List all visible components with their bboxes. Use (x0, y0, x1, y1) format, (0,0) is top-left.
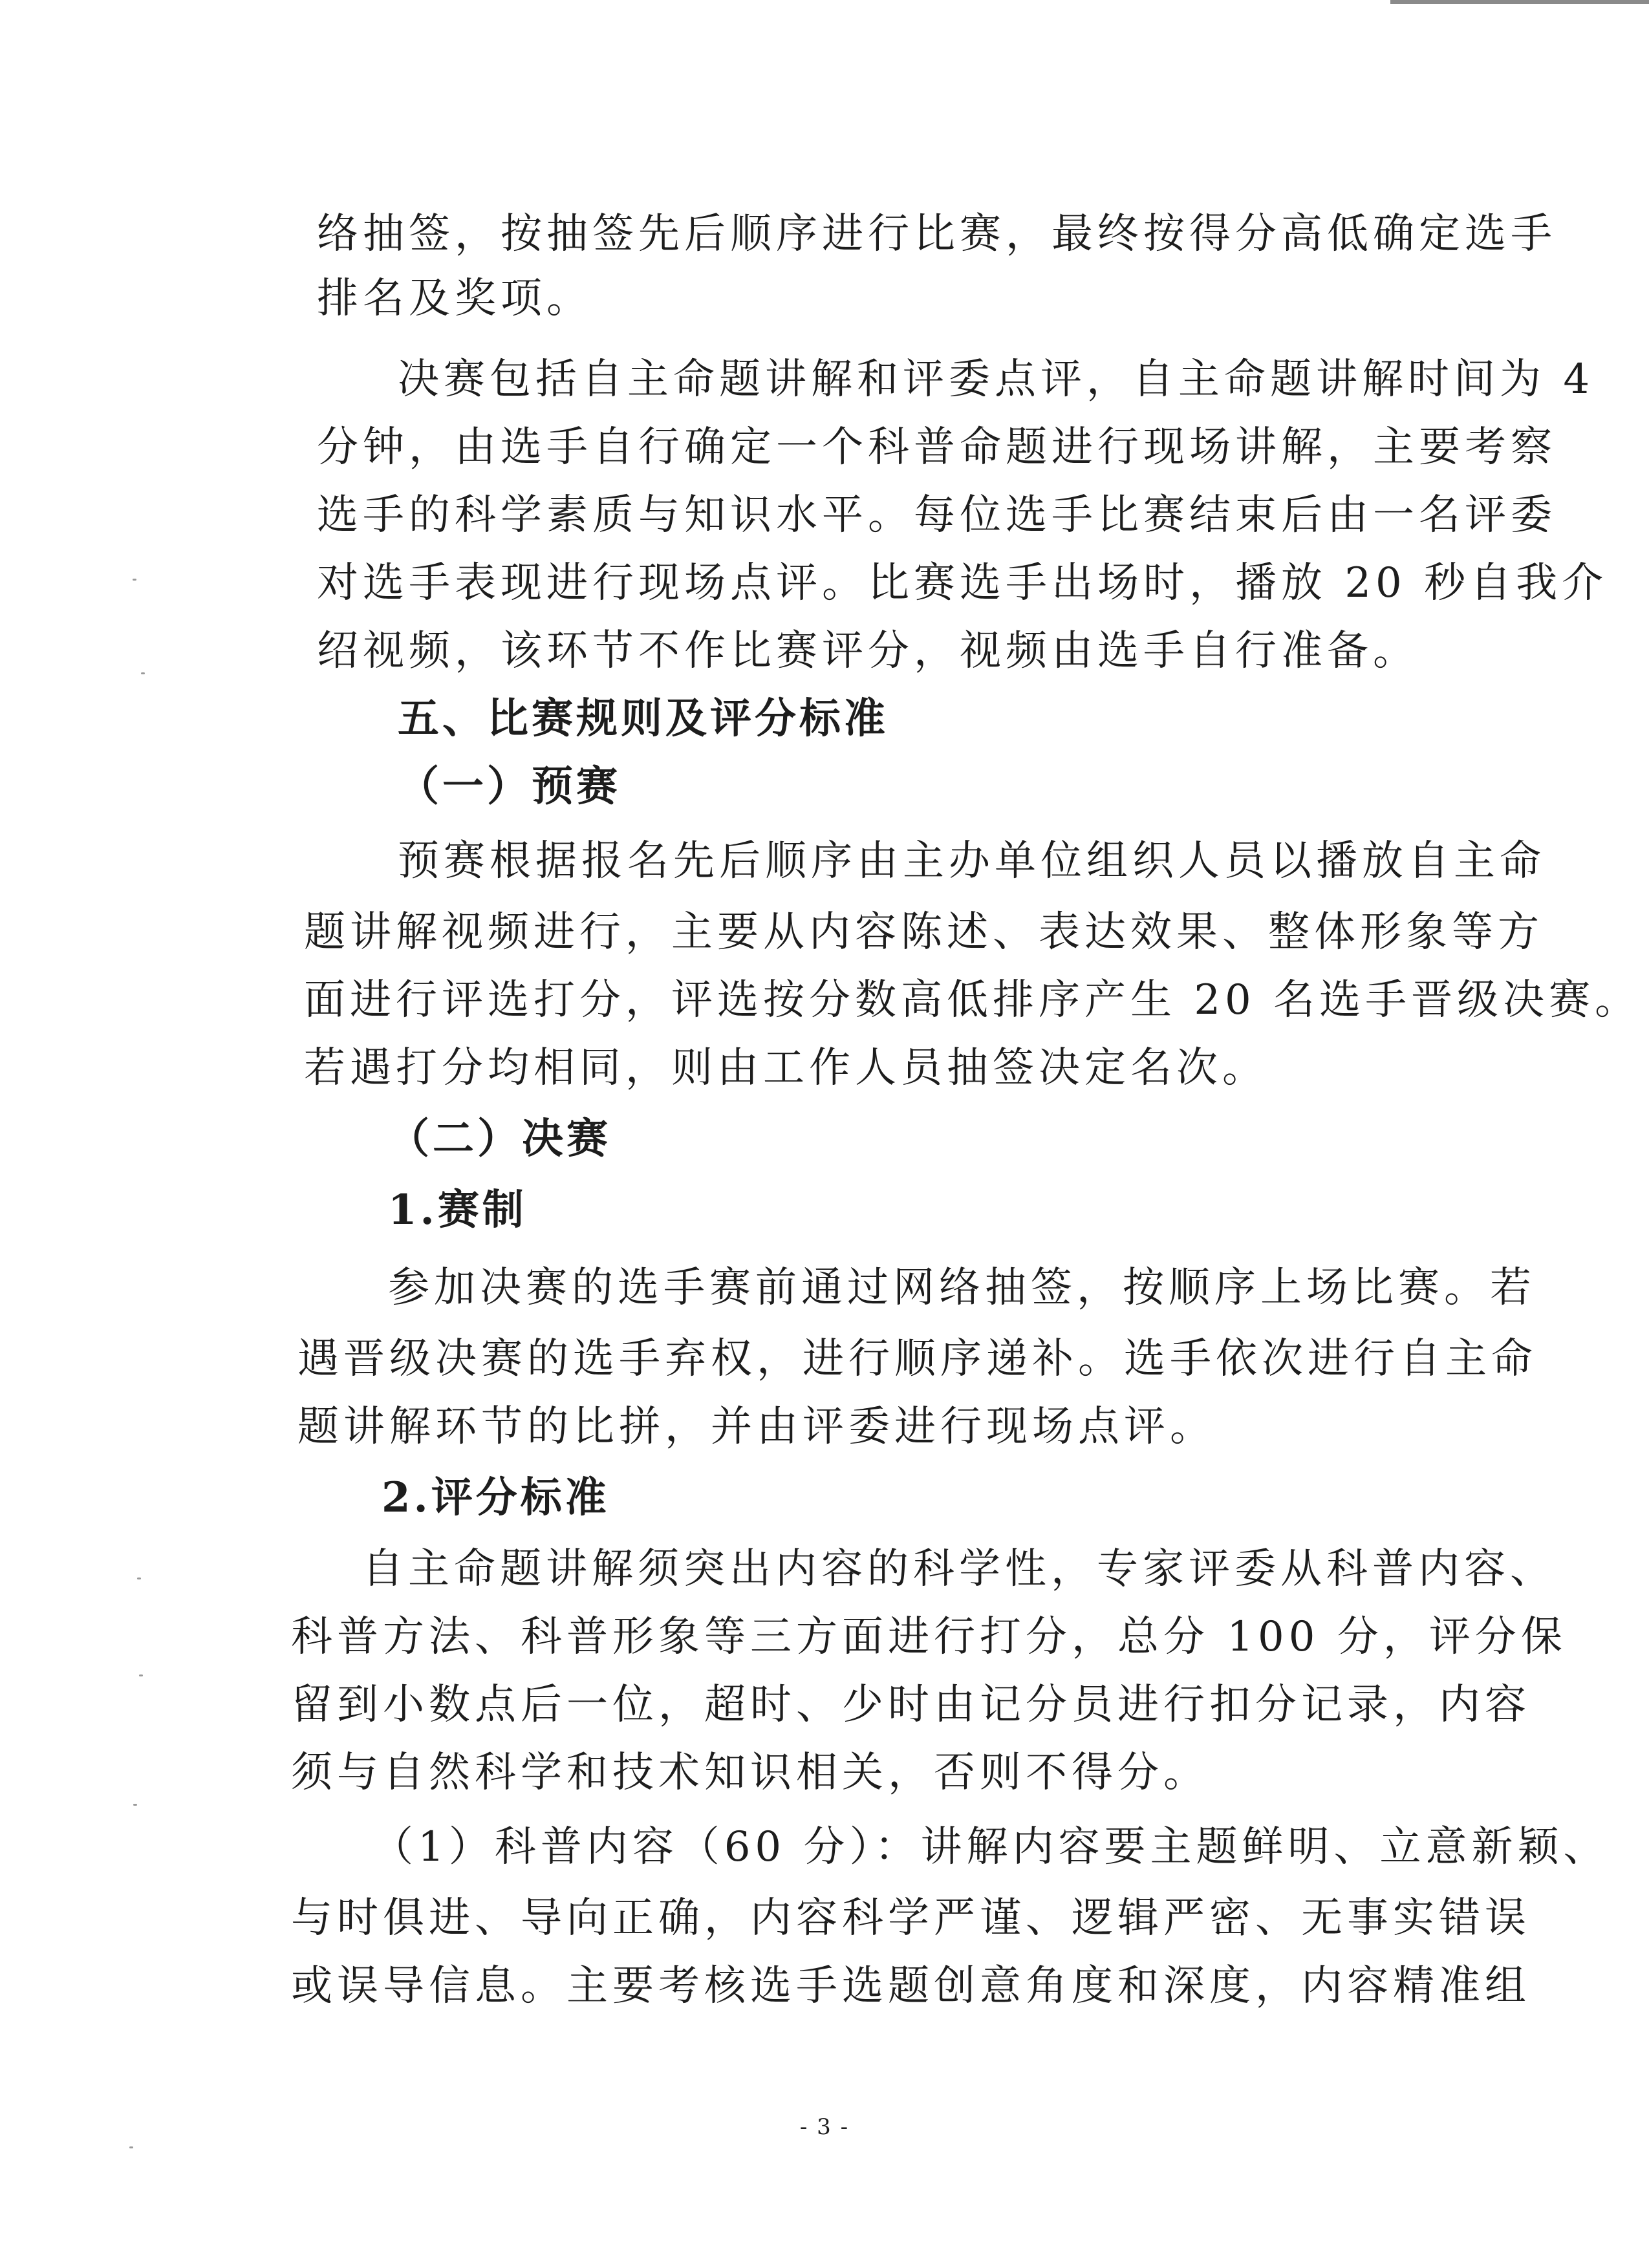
body-line-11: 题讲解视频进行，主要从内容陈述、表达效果、整体形象等方 (304, 908, 1544, 956)
subsection-heading-preliminary: （一）预赛 (398, 762, 621, 811)
body-line-21: 科普方法、科普形象等三方面进行打分，总分 100 分，评分保 (291, 1613, 1567, 1661)
body-line-6: 对选手表现进行现场点评。比赛选手出场时，播放 20 秒自我介 (317, 559, 1608, 607)
body-line-5: 选手的科学素质与知识水平。每位选手比赛结束后由一名评委 (317, 491, 1557, 539)
item-heading-format: 1.赛制 (388, 1186, 527, 1234)
scan-speck (133, 579, 136, 581)
body-line-1: 络抽签，按抽签先后顺序进行比赛，最终按得分高低确定选手 (317, 210, 1557, 258)
body-line-3: 决赛包括自主命题讲解和评委点评，自主命题讲解时间为 4 (398, 356, 1595, 403)
body-line-17: 遇晋级决赛的选手弃权，进行顺序递补。选手依次进行自主命 (297, 1335, 1537, 1383)
body-line-2: 排名及奖项。 (317, 275, 592, 323)
page-number: - 3 - (799, 2114, 850, 2140)
body-line-22: 留到小数点后一位，超时、少时由记分员进行扣分记录，内容 (291, 1681, 1531, 1729)
body-line-20: 自主命题讲解须突出内容的科学性，专家评委从科普内容、 (362, 1545, 1556, 1593)
body-line-16: 参加决赛的选手赛前通过网络抽签，按顺序上场比赛。若 (388, 1264, 1536, 1312)
body-line-12: 面进行评选打分，评选按分数高低排序产生 20 名选手晋级决赛。 (304, 976, 1641, 1024)
body-line-10: 预赛根据报名先后顺序由主办单位组织人员以播放自主命 (398, 837, 1546, 885)
scan-top-edge (1390, 0, 1649, 4)
scan-speck (133, 1804, 137, 1806)
scan-speck (139, 1674, 143, 1676)
body-line-24: （1）科普内容（60 分）：讲解内容要主题鲜明、立意新颖、 (372, 1823, 1610, 1871)
scan-speck (137, 1578, 141, 1579)
body-line-26: 或误导信息。主要考核选手选题创意角度和深度，内容精准组 (291, 1962, 1531, 2010)
section-heading-5: 五、比赛规则及评分标准 (398, 694, 889, 743)
body-line-18: 题讲解环节的比拼，并由评委进行现场点评。 (297, 1403, 1216, 1451)
body-line-23: 须与自然科学和技术知识相关，否则不得分。 (291, 1749, 1209, 1797)
scan-speck (141, 672, 145, 674)
scan-speck (129, 2146, 133, 2148)
body-line-4: 分钟，由选手自行确定一个科普命题进行现场讲解，主要考察 (317, 423, 1557, 471)
body-line-25: 与时俱进、导向正确，内容科学严谨、逻辑严密、无事实错误 (291, 1894, 1531, 1942)
body-line-7: 绍视频，该环节不作比赛评分，视频由选手自行准备。 (317, 627, 1419, 675)
body-line-13: 若遇打分均相同，则由工作人员抽签决定名次。 (304, 1044, 1268, 1092)
subsection-heading-final: （二）决赛 (388, 1115, 611, 1163)
item-heading-scoring: 2.评分标准 (382, 1473, 610, 1522)
